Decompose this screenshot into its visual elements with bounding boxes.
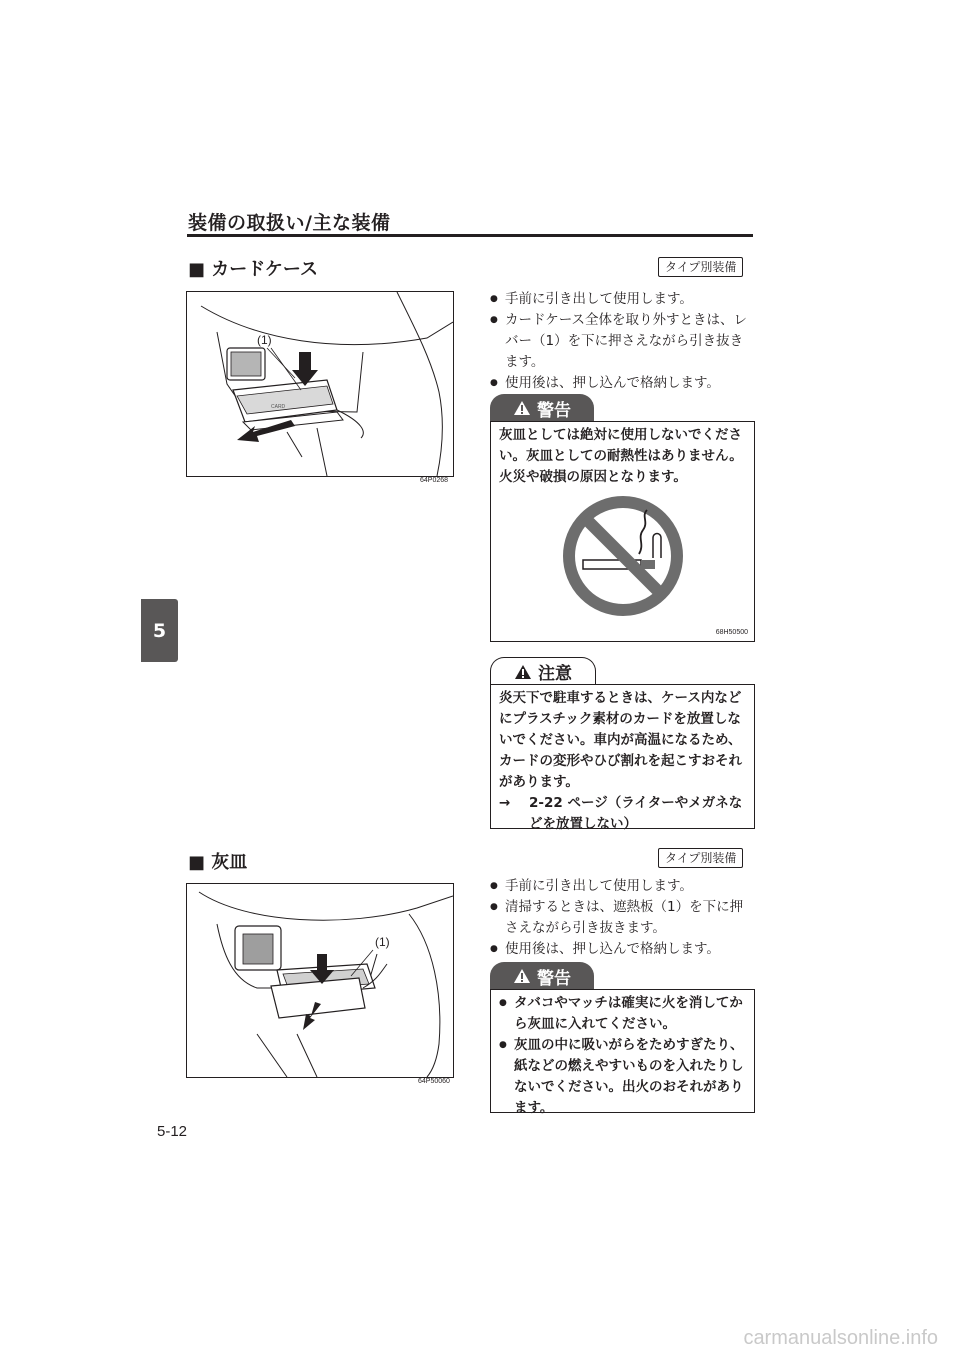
warning-items [491,990,754,1119]
type-badge: タイプ別装備 [658,848,743,868]
ashtray-bullets [490,876,755,960]
warning-label: 警告 [537,400,571,421]
bullet-item: ● カードケース全体を取り外すときは、レバー（1）を下に押さえながら引き抜きます。 [490,310,755,373]
page-number: 5-12 [157,1123,188,1140]
figure-code: 64P0268 [420,477,449,484]
bullet-item: ● 清掃するときは、遮熱板（1）を下に押さえながら引き抜きます。 [490,897,755,939]
caution-triangle-icon [514,664,532,680]
warning-triangle-icon [513,968,531,984]
warning-item: ● 灰皿の中に吸いがらをためすぎたり、紙などの燃えやすいものを入れたりしないでください。出火のおそれがあります。 [499,1035,746,1119]
figure-code: 68H50500 [715,629,748,636]
reference-text[interactable]: 2-22 ページ（ライターやメガネなどを放置しない） [529,795,743,832]
figure-callout-label: (1) [257,333,272,347]
bullet-item: ● 使用後は、押し込んで格納します。 [490,373,755,394]
ashtray-illustration [187,884,453,1077]
header-rule [187,234,753,237]
caution-label: 注意 [538,664,572,684]
warning-tab [490,962,594,990]
reference-arrow: → [499,795,511,811]
card-case-illustration [187,292,453,476]
caution-reference [491,793,754,835]
caution-text: 炎天下で駐車するときは、ケース内などにプラスチック素材のカードを放置しないでください。車内が高温になるため、カードの変形やひび割れを起こすおそれがあります。 [499,690,742,790]
watermark: carmanualsonline.info [743,1327,938,1349]
no-smoking-icon [561,494,685,618]
card-case-figure [186,291,454,477]
section-title-ashtray: ■ 灰皿 [188,852,248,873]
bullet-item: ● 手前に引き出して使用します。 [490,289,755,310]
section-title-card-case: ■ カードケース [188,259,319,280]
figure-callout-label: (1) [375,935,390,949]
caution-box [490,684,755,832]
bullet-item: ● 使用後は、押し込んで格納します。 [490,939,755,960]
card-label: CARD [271,404,286,410]
warning-text: 灰皿としては絶対に使用しないでください。灰皿としての耐熱性はありません。火災や破損の原因となります。 [499,427,743,485]
card-case-bullets [490,289,755,394]
warning-box [490,989,755,1116]
warning-tab [490,394,594,422]
type-badge: タイプ別装備 [658,257,743,277]
caution-tab [490,657,596,685]
warning-box [490,421,755,642]
chapter-tab[interactable]: 5 [141,599,178,662]
warning-triangle-icon [513,400,531,416]
bullet-item: ● 手前に引き出して使用します。 [490,876,755,897]
ashtray-figure [186,883,454,1078]
warning-label: 警告 [537,968,571,989]
page-header-title: 装備の取扱い/主な装備 [188,212,391,234]
warning-item: ● タバコやマッチは確実に火を消してから灰皿に入れてください。 [499,993,746,1035]
figure-code: 64P50060 [418,1078,450,1085]
